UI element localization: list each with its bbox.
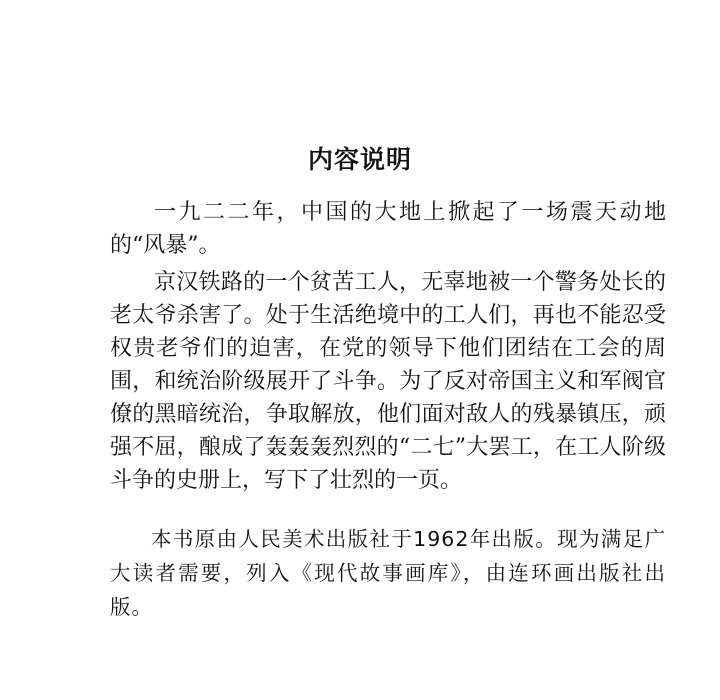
paragraph-text: 京汉铁路的一个贫苦工人，无辜地被一个警务处长的老太爷杀害了。处于生活绝境中的工人们，再也不能忍受权贵老爷们的迫害，在党的领导下他们团结在工会的周围，和统治阶级展开了斗争。为了反对帝国主义和军阀官僚的黑暗统治，争取解放，他们面对敌人的残暴镇压，顽强不屈，酿成了轰轰轰烈烈的“二七”大罢工，在工人阶级斗争的史册上，写下了壮烈的一页。 (110, 270, 666, 493)
body-paragraph-1 (110, 196, 666, 262)
publication-note (110, 522, 666, 624)
paragraph-text: 一九二二年，中国的大地上掀起了一场震天动地的“风暴”。 (110, 200, 666, 258)
page-title: 内容说明 (307, 145, 412, 174)
body-paragraph-2 (110, 266, 666, 497)
paragraph-text: 本书原由人民美术出版社于1962年出版。现为满足广大读者需要，列入《现代故事画库》，由连环画出版社出版。 (110, 527, 666, 619)
